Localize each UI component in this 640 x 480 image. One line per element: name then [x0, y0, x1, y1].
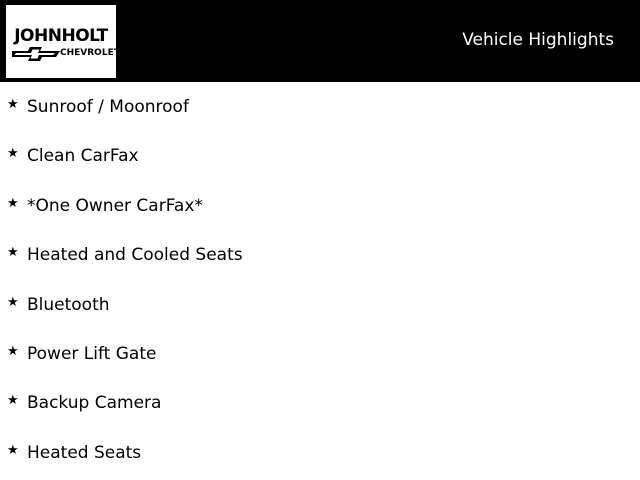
highlight-label: Bluetooth — [27, 294, 110, 315]
header-bar — [0, 0, 640, 82]
star-icon: ★ — [7, 343, 19, 359]
list-item — [0, 378, 640, 427]
list-item — [0, 181, 640, 230]
star-icon: ★ — [7, 146, 19, 162]
highlight-label: Sunroof / Moonroof — [27, 97, 189, 117]
list-item — [0, 329, 640, 378]
highlight-label: Power Lift Gate — [27, 343, 157, 364]
list-item — [0, 230, 640, 279]
page-title: Vehicle Highlights — [462, 30, 614, 50]
list-item — [0, 131, 640, 180]
star-icon: ★ — [7, 97, 19, 112]
star-icon: ★ — [7, 195, 19, 211]
star-icon: ★ — [7, 245, 19, 261]
list-item — [0, 82, 640, 131]
highlight-label: *One Owner CarFax* — [27, 195, 203, 216]
list-item — [0, 428, 640, 477]
highlight-label: Heated and Cooled Seats — [27, 245, 243, 266]
highlights-list — [0, 82, 640, 477]
highlight-label: Clean CarFax — [27, 146, 139, 167]
star-icon: ★ — [7, 442, 19, 458]
highlight-label: Heated Seats — [27, 442, 142, 463]
star-icon: ★ — [7, 393, 19, 409]
list-item — [0, 280, 640, 329]
highlight-label: Backup Camera — [27, 393, 162, 414]
star-icon: ★ — [7, 294, 19, 310]
logo-sub-text: CHEVROLET — [60, 48, 120, 58]
chevrolet-bowtie-icon — [12, 47, 60, 61]
dealer-logo — [6, 5, 120, 78]
logo-brand-text: JOHNHOLT — [14, 26, 108, 46]
